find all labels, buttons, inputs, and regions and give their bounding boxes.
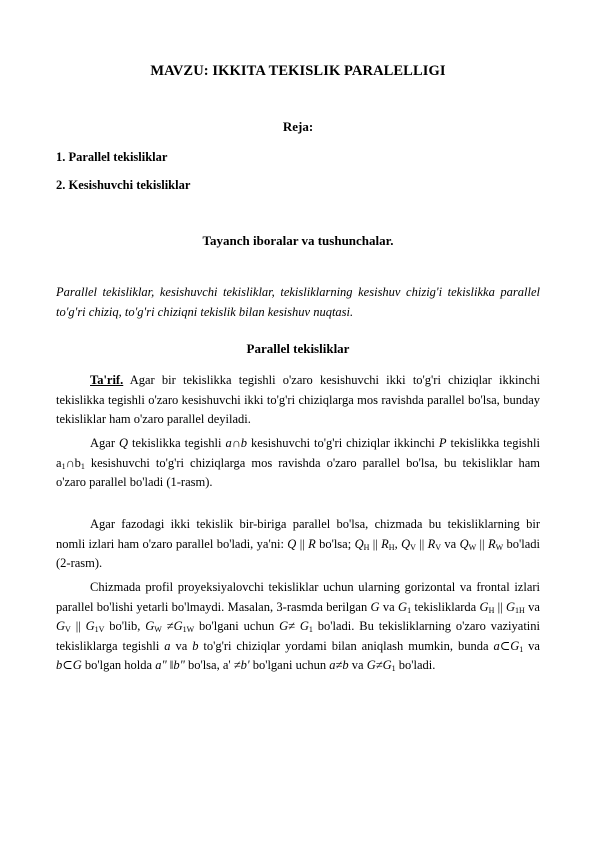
- definition-label: Ta'rif.: [90, 373, 124, 387]
- keywords-heading: Tayanch iboralar va tushunchalar.: [202, 233, 394, 248]
- section-heading: Parallel tekisliklar: [246, 341, 350, 356]
- paragraph-3: Agar fazodagi ikki tekislik bir-biriga parallel bo'lsa, chizmada bu tekisliklarning bir nomli izlari ham o'zaro parallel bo'ladi, ya'ni: Q || R bo'lsa; $Q_H$ || $R_H$, $Q_V$ || $R_V$ va $Q_W$ || $R_W$ bo'ladi (2-rasm).: [56, 517, 541, 570]
- definition-paragraph: [56, 371, 540, 430]
- document-title: MAVZU: IKKITA TEKISLIK PARALELLIGI: [150, 63, 446, 79]
- plan-item-2: 2. Kesishuvchi tekisliklar: [56, 178, 191, 192]
- paragraph-4: Chizmada profil proyeksiyalovchi tekisliklar uchun ularning gorizontal va frontal izlari parallel bo'lishi yetarli bo'lmaydi. Masalan, 3-rasmda berilgan G va $G_1$ tekisliklarda $G_H$ || $G_{1H}$ va $G_V$ || $G_{1V}$ bo'lib, $G_W \ne G_{1W}$ bo'lgani uchun $G\ne G_1$ bo'ladi. Bu tekisliklarning o'zaro vaziyatini tekisliklarga tegishli a va b to'g'ri chiziqlar yordami bilan aniqlash mumkin, bunda $a\subset G_1$ va b⊂G bo'lgan holda a" ‖b" bo'lsa, a' ≠b' bo'lgani uchun a≠b va $G\ne G_1$ bo'ladi.: [56, 580, 540, 673]
- keywords-text: Parallel tekisliklar, kesishuvchi tekisliklar, tekisliklarning kesishuv chizig'i tekislikka parallel to'g'ri chiziq, to'g'ri chiziqni tekislik bilan kesishuv nuqtasi.: [56, 285, 540, 319]
- paragraph-2: Agar Q tekislikka tegishli a∩b kesishuvchi to'g'ri chiziqlar ikkinchi P tekislikka tegishli $a_1\cap b_1$ kesishuvchi to'g'ri chiziqlarga mos ravishda o'zaro parallel bo'lsa, bu tekisliklar ham o'zaro parallel bo'ladi (1-rasm).: [56, 436, 540, 489]
- definition-text: Agar bir tekislikka tegishli o'zaro kesishuvchi ikki to'g'ri chiziqlar ikkinchi tekislikka tegishli o'zaro kesishuvchi ikki to'g'ri chiziqlarga mos ravishda parallel bo'lsa, bunday tekisliklar ham o'zaro parallel deyiladi.: [56, 373, 540, 426]
- plan-item-1: 1. Parallel tekisliklar: [56, 150, 168, 164]
- plan-heading: Reja:: [282, 119, 314, 134]
